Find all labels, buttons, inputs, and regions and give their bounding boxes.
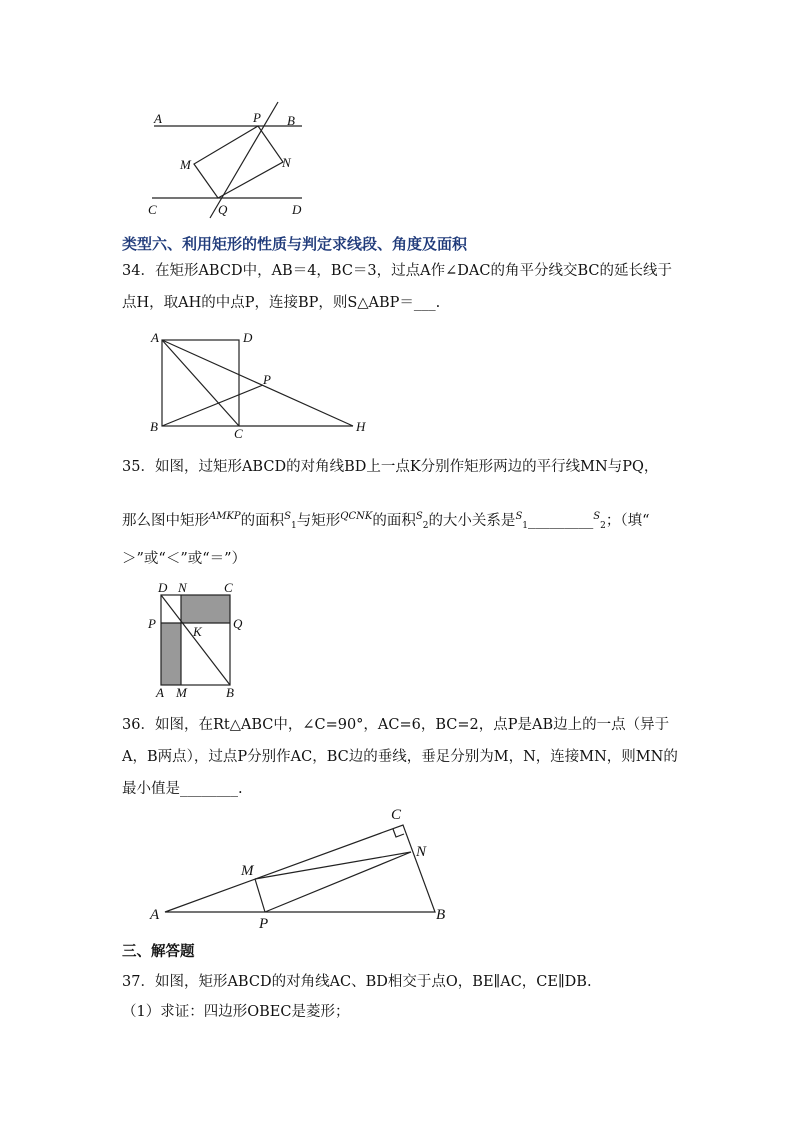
label-c: C	[234, 426, 243, 441]
rectangle-pnqm	[194, 126, 283, 198]
label-a: A	[156, 685, 164, 700]
label-d: D	[158, 580, 168, 595]
label-n: N	[416, 844, 427, 860]
label-c: C	[148, 202, 157, 217]
label-q: Q	[233, 616, 243, 631]
label-p: P	[259, 916, 269, 932]
label-c: C	[224, 580, 233, 595]
line-pm	[255, 879, 265, 912]
label-b: B	[150, 419, 158, 434]
transversal-pq	[210, 102, 278, 218]
figure-q34	[145, 330, 375, 440]
label-k: K	[193, 624, 202, 639]
label-h: H	[356, 419, 366, 434]
shaded-rectangle-qcnk	[181, 595, 230, 623]
q35-line3: ＞”或“＜”或“＝”）	[122, 551, 247, 567]
label-b: B	[226, 685, 234, 700]
line-mn	[255, 852, 411, 879]
label-b: B	[287, 113, 295, 128]
q35-line2: 那么图中矩形$^{AMKP}$的面积$^S_1$与矩形$^{QCNK}$的面积$^S_2$的大小关系是$^S_1$_________$^S_2$；（填“	[122, 511, 650, 531]
q36-line2: A，B两点），过点P分别作AC，BC边的垂线，垂足分别为M，N，连接MN，则MN的	[122, 749, 678, 765]
label-m: M	[180, 157, 191, 172]
label-n: N	[282, 155, 291, 170]
line-pn	[265, 852, 411, 912]
q34-line2: 点H，取AH的中点P，连接BP，则S△ABP＝___.	[122, 295, 441, 311]
shaded-rectangle-amkp	[161, 623, 181, 685]
label-d: D	[243, 330, 253, 345]
label-c: C	[391, 807, 402, 823]
q36-line3: 最小值是________.	[122, 781, 243, 797]
label-q: Q	[218, 202, 228, 217]
label-p: P	[263, 372, 271, 387]
label-a: A	[150, 907, 160, 923]
label-m: M	[176, 685, 187, 700]
label-a: A	[154, 111, 162, 126]
label-d: D	[292, 202, 302, 217]
q37-line1: 37．如图，矩形ABCD的对角线AC、BD相交于点O，BE∥AC，CE∥DB.	[122, 974, 592, 990]
figure-q35	[145, 580, 255, 700]
section3-heading: 三、解答题	[122, 944, 195, 960]
q34-line1: 34．在矩形ABCD中，AB＝4，BC＝3，过点A作∠DAC的角平分线交BC的延长线于	[122, 263, 672, 279]
label-m: M	[241, 863, 254, 879]
label-b: B	[436, 907, 446, 923]
line-bp	[162, 385, 263, 426]
q35-line1: 35．如图，过矩形ABCD的对角线BD上一点K分别作矩形两边的平行线MN与PQ，	[122, 459, 659, 475]
label-p: P	[253, 110, 261, 125]
label-a: A	[151, 330, 159, 345]
diagonal-ac	[162, 340, 239, 426]
q37-line2: （1）求证：四边形OBEC是菱形；	[122, 1004, 350, 1020]
right-angle-mark	[393, 829, 404, 837]
label-p: P	[148, 616, 156, 631]
triangle-abc	[165, 825, 435, 912]
line-ah	[162, 340, 353, 426]
q36-line1: 36．如图，在Rt△ABC中，∠C=90°，AC=6，BC=2，点P是AB边上的一点（异于	[122, 717, 670, 733]
section-heading: 类型六、利用矩形的性质与判定求线段、角度及面积	[122, 235, 468, 253]
figure-q36	[145, 800, 465, 935]
figure-parallel-lines	[140, 100, 330, 225]
label-n: N	[178, 580, 187, 595]
